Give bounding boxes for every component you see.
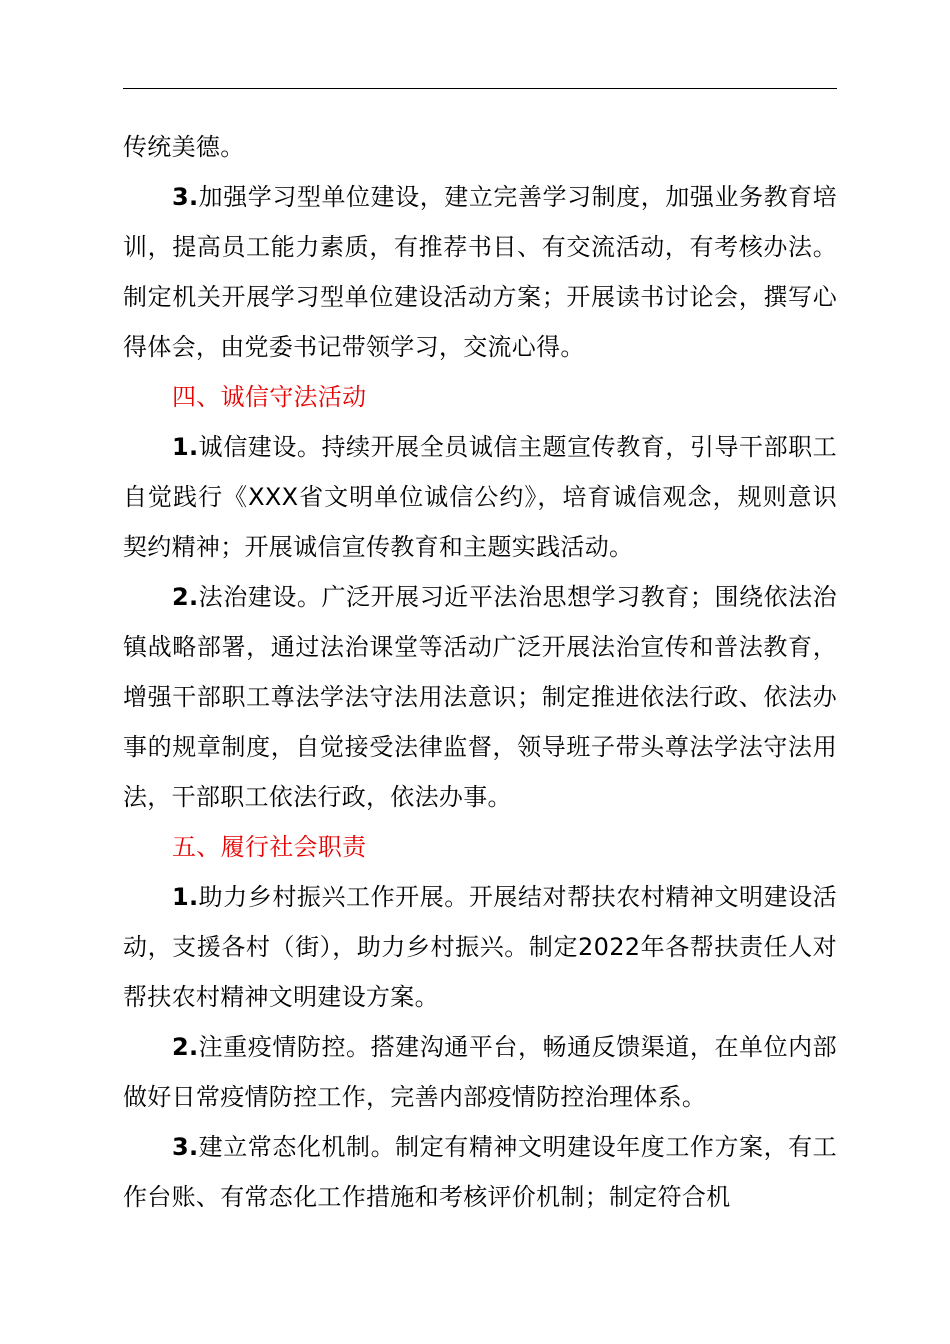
- item-number: 1.: [172, 883, 199, 911]
- paragraph-continuation: [123, 122, 837, 172]
- item-text: 法治建设。广泛开展习近平法治思想学习教育；围绕依法治镇战略部署，通过法治课堂等活动广泛开展法治宣传和普法教育，增强干部职工尊法学法守法用法意识；制定推进依法行政、依法办事的规章制度，自觉接受法律监督，领导班子带头尊法学法守法用法，干部职工依法行政，依法办事。: [123, 583, 837, 811]
- paragraph-text: 传统美德。: [123, 133, 245, 161]
- list-item-1-rural: [123, 872, 837, 1022]
- section-heading-text: 四、诚信守法活动: [172, 383, 367, 411]
- section-heading-text: 五、履行社会职责: [172, 833, 367, 861]
- item-number: 2.: [172, 1033, 199, 1061]
- item-text: 加强学习型单位建设，建立完善学习制度，加强业务教育培训，提高员工能力素质，有推荐书目、有交流活动，有考核办法。制定机关开展学习型单位建设活动方案；开展读书讨论会，撰写心得体会，由党委书记带领学习，交流心得。: [123, 183, 837, 361]
- item-text: 建立常态化机制。制定有精神文明建设年度工作方案，有工作台账、有常态化工作措施和考核评价机制；制定符合机: [123, 1133, 837, 1211]
- item-number: 3.: [172, 183, 199, 211]
- item-number: 3.: [172, 1133, 199, 1161]
- list-item-3-mechanism: [123, 1122, 837, 1222]
- list-item-2-epidemic: [123, 1022, 837, 1122]
- list-item-1-integrity: [123, 422, 837, 572]
- list-item-3-learning: [123, 172, 837, 372]
- document-body: [123, 122, 837, 1222]
- section-heading-integrity: [123, 372, 837, 422]
- item-number: 2.: [172, 583, 199, 611]
- section-heading-social-duty: [123, 822, 837, 872]
- item-text: 诚信建设。持续开展全员诚信主题宣传教育，引导干部职工自觉践行《XXX省文明单位诚信公约》，培育诚信观念，规则意识契约精神；开展诚信宣传教育和主题实践活动。: [123, 433, 837, 561]
- header-rule: [123, 88, 837, 89]
- item-number: 1.: [172, 433, 199, 461]
- item-text: 助力乡村振兴工作开展。开展结对帮扶农村精神文明建设活动，支援各村（街），助力乡村振兴。制定2022年各帮扶责任人对帮扶农村精神文明建设方案。: [123, 883, 837, 1011]
- item-text: 注重疫情防控。搭建沟通平台，畅通反馈渠道，在单位内部做好日常疫情防控工作，完善内部疫情防控治理体系。: [123, 1033, 837, 1111]
- list-item-2-rule-of-law: [123, 572, 837, 822]
